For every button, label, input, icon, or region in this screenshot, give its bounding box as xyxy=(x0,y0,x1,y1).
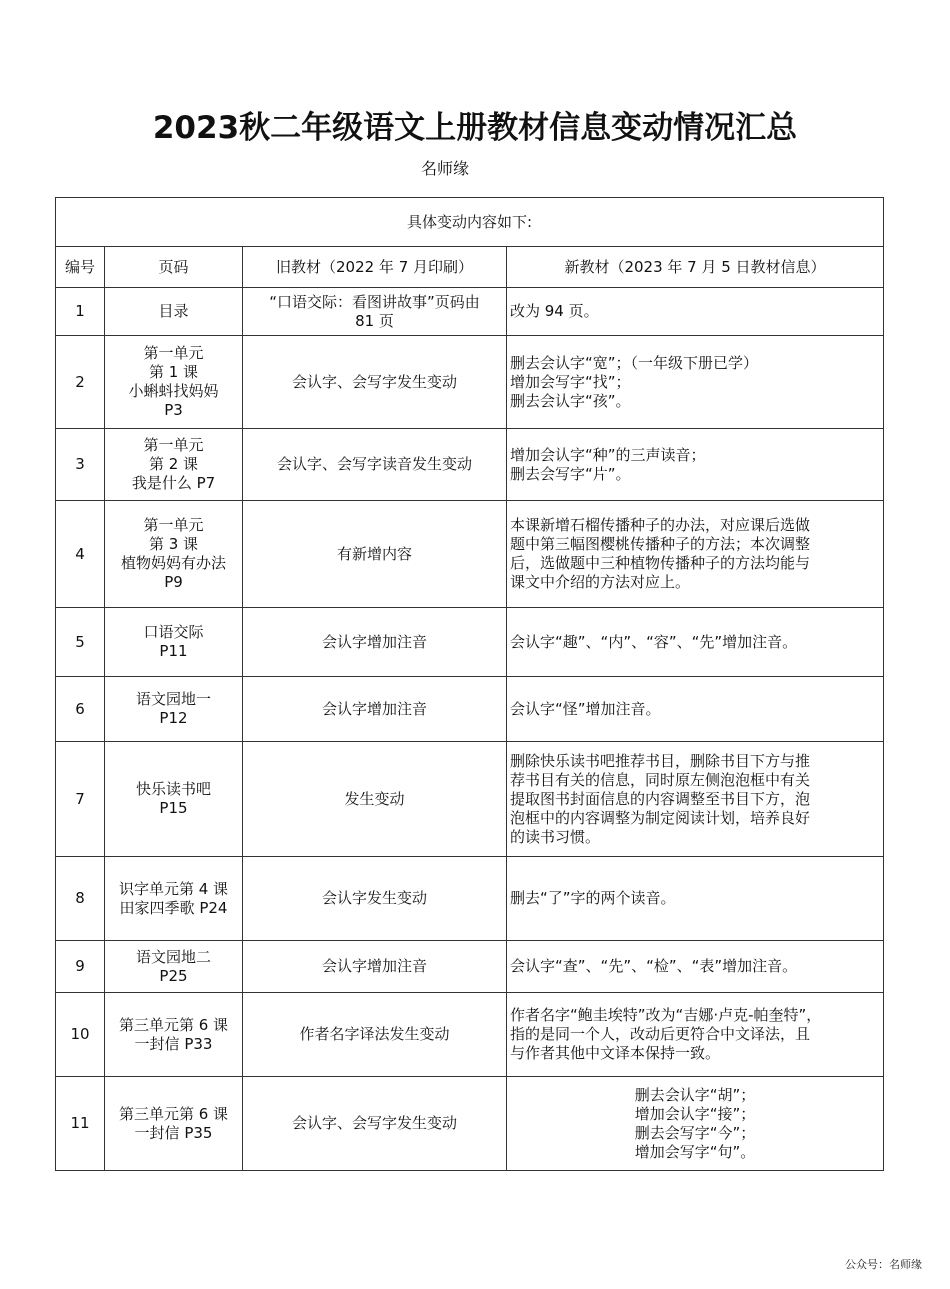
row-page-line: 我是什么 P7 xyxy=(131,474,216,492)
row-old-line: 有新增内容 xyxy=(336,544,412,563)
row-new-line: 增加会认字“种”的三声读音； xyxy=(510,445,706,464)
row-number: 10 xyxy=(56,993,105,1077)
row-new-line: 删去会认字“宽”；（一年级下册已学） xyxy=(510,353,759,372)
row-new-line: 指的是同一个人，改动后更符合中文译法，且 xyxy=(510,1025,811,1043)
row-new-line: 增加会写字“找”； xyxy=(510,372,631,391)
row-number: 2 xyxy=(56,336,105,429)
row-old-line: 会认字增加注音 xyxy=(321,699,427,718)
row-page xyxy=(105,857,243,941)
row-new-line: 的读书习惯。 xyxy=(510,827,601,846)
row-new xyxy=(507,429,884,501)
row-new-line: 删去会认字“孩”。 xyxy=(510,391,631,410)
row-number: 9 xyxy=(56,941,105,993)
row-old-line: 发生变动 xyxy=(344,789,405,808)
table-row xyxy=(56,677,884,742)
row-page-line: 识字单元第 4 课 xyxy=(118,879,229,898)
table-row xyxy=(56,288,884,336)
row-new-line: 本课新增石榴传播种子的办法，对应课后选做 xyxy=(510,516,811,534)
row-new xyxy=(507,941,884,993)
table-row xyxy=(56,742,884,857)
document-title: 2023秋二年级语文上册教材信息变动情况汇总 xyxy=(152,110,798,146)
row-page-line: 田家四季歌 P24 xyxy=(119,898,228,917)
row-page xyxy=(105,501,243,608)
row-page-line: 语文园地一 xyxy=(135,690,211,708)
row-page-line: P12 xyxy=(159,709,188,727)
row-new-line: 泡框中的内容调整为制定阅读计划，培养良好 xyxy=(510,808,811,827)
row-page-line: P11 xyxy=(159,642,188,660)
row-page-line: P15 xyxy=(159,799,188,817)
row-new-line: 删去会写字“今”； xyxy=(634,1123,756,1142)
row-page-line: 第 1 课 xyxy=(148,363,199,381)
footer-text: 公众号：名师缘 xyxy=(845,1258,922,1271)
row-page-line: P9 xyxy=(164,573,183,591)
row-page-line: 语文园地二 xyxy=(135,947,211,966)
row-new-line: 删去会认字“胡”； xyxy=(634,1085,756,1104)
row-old xyxy=(243,993,507,1077)
row-old xyxy=(243,429,507,501)
row-new-line: 题中第三幅图樱桃传播种子的方法；本次调整 xyxy=(510,535,811,553)
row-page-line: 目录 xyxy=(158,302,189,320)
row-new-line: 荐书目有关的信息，同时原左侧泡泡框中有关 xyxy=(510,770,811,789)
row-page-line: P25 xyxy=(159,966,188,985)
row-new-line: 删去“了”字的两个读音。 xyxy=(510,889,676,907)
row-page-line: 一封信 P35 xyxy=(134,1123,213,1142)
table-row xyxy=(56,1077,884,1171)
row-new xyxy=(507,608,884,677)
row-number: 11 xyxy=(56,1077,105,1171)
row-old-line: 作者名字译法发生变动 xyxy=(299,1025,450,1043)
row-new xyxy=(507,677,884,742)
document-subtitle: 名师缘 xyxy=(420,159,469,178)
row-old-line: 会认字、会写字发生变动 xyxy=(291,372,457,391)
row-page-line: 小蝌蚪找妈妈 xyxy=(128,382,219,400)
row-number: 5 xyxy=(56,608,105,677)
row-new-line: 课文中介绍的方法对应上。 xyxy=(510,573,691,591)
row-page xyxy=(105,677,243,742)
row-old xyxy=(243,288,507,336)
row-old-line: “口语交际：看图讲故事”页码由 xyxy=(269,292,480,311)
row-old xyxy=(243,1077,507,1171)
row-page-line: 口语交际 xyxy=(143,623,204,641)
row-new xyxy=(507,857,884,941)
row-page xyxy=(105,941,243,993)
row-new-line: 改为 94 页。 xyxy=(510,302,599,320)
row-old-line: 会认字发生变动 xyxy=(321,889,427,907)
row-page-line: 植物妈妈有办法 xyxy=(120,554,226,572)
row-new-line: 删除快乐读书吧推荐书目，删除书目下方与推 xyxy=(510,751,811,770)
row-page-line: 第三单元第 6 课 xyxy=(118,1104,229,1123)
header-new: 新教材（2023 年 7 月 5 日教材信息） xyxy=(507,247,884,288)
row-number: 4 xyxy=(56,501,105,608)
row-new-line: 作者名字“鲍圭埃特”改为“吉娜·卢克-帕奎特”， xyxy=(510,1006,822,1024)
row-page xyxy=(105,742,243,857)
row-page xyxy=(105,429,243,501)
table-caption: 具体变动内容如下: xyxy=(56,198,884,247)
row-page-line: 第三单元第 6 课 xyxy=(118,1015,229,1034)
table-row xyxy=(56,501,884,608)
row-number: 7 xyxy=(56,742,105,857)
row-new xyxy=(507,1077,884,1171)
row-new-line: 后，选做题中三种植物传播种子的方法均能与 xyxy=(510,554,811,572)
row-old xyxy=(243,742,507,857)
table-row xyxy=(56,608,884,677)
table-row xyxy=(56,941,884,993)
row-page xyxy=(105,608,243,677)
row-new xyxy=(507,501,884,608)
row-new-line: 会认字“怪”增加注音。 xyxy=(510,699,661,718)
row-page xyxy=(105,288,243,336)
row-old-line: 会认字增加注音 xyxy=(321,632,427,651)
row-old xyxy=(243,336,507,429)
row-number: 3 xyxy=(56,429,105,501)
table-caption-row xyxy=(56,198,884,247)
row-new-line: 会认字“查”、“先”、“检”、“表”增加注音。 xyxy=(510,957,798,975)
row-new-line: 删去会写字“片”。 xyxy=(510,464,631,483)
header-no: 编号 xyxy=(56,247,105,288)
row-new xyxy=(507,336,884,429)
table-row xyxy=(56,993,884,1077)
table-row xyxy=(56,429,884,501)
row-page xyxy=(105,1077,243,1171)
row-page-line: 第 2 课 xyxy=(148,455,199,473)
table-body xyxy=(56,288,884,1171)
changes-table xyxy=(55,197,884,1171)
row-old xyxy=(243,608,507,677)
row-new-line: 会认字“趣”、“内”、“容”、“先”增加注音。 xyxy=(510,632,798,651)
row-number: 6 xyxy=(56,677,105,742)
row-old-line: 会认字、会写字发生变动 xyxy=(291,1114,457,1132)
row-old-line: 会认字增加注音 xyxy=(321,957,427,975)
row-page-line: 第一单元 xyxy=(143,436,204,454)
row-old xyxy=(243,941,507,993)
row-page-line: P3 xyxy=(164,401,183,419)
row-page-line: 第一单元 xyxy=(143,516,204,534)
row-old xyxy=(243,857,507,941)
row-page-line: 第 3 课 xyxy=(148,535,199,553)
table-row xyxy=(56,336,884,429)
row-new-line: 增加会认字“接”； xyxy=(634,1104,756,1123)
row-number: 8 xyxy=(56,857,105,941)
row-page-line: 一封信 P33 xyxy=(134,1034,213,1053)
header-old: 旧教材（2022 年 7 月印刷） xyxy=(243,247,507,288)
row-page-line: 快乐读书吧 xyxy=(135,780,211,798)
row-new-line: 与作者其他中文译本保持一致。 xyxy=(510,1044,721,1062)
header-page: 页码 xyxy=(105,247,243,288)
row-number: 1 xyxy=(56,288,105,336)
row-page xyxy=(105,993,243,1077)
row-new xyxy=(507,993,884,1077)
row-old-line: 81 页 xyxy=(355,311,394,330)
row-old-line: 会认字、会写字读音发生变动 xyxy=(276,455,472,473)
table-header-row xyxy=(56,247,884,288)
table-row xyxy=(56,857,884,941)
row-page-line: 第一单元 xyxy=(143,344,204,362)
row-new xyxy=(507,742,884,857)
row-page xyxy=(105,336,243,429)
row-old xyxy=(243,677,507,742)
row-new-line: 增加会写字“句”。 xyxy=(634,1142,756,1161)
row-new xyxy=(507,288,884,336)
row-old xyxy=(243,501,507,608)
row-new-line: 提取图书封面信息的内容调整至书目下方，泡 xyxy=(510,789,811,808)
